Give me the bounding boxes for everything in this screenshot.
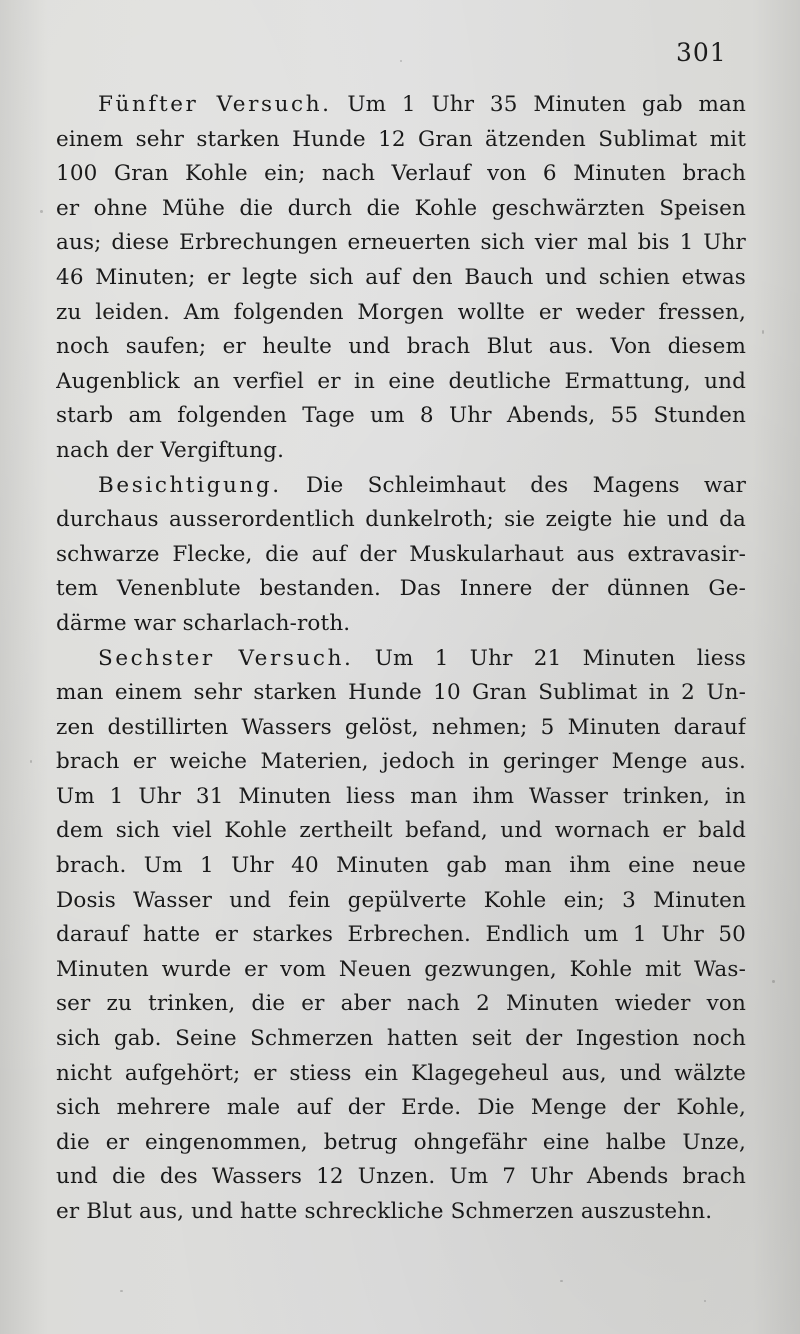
- line-text: tem Venenblute bestanden. Das Innere der dünnen Ge-: [56, 576, 746, 602]
- text-line: [56, 365, 746, 400]
- line-text: nicht aufgehört; er stiess ein Klagegeheul aus, und wälzte: [56, 1060, 746, 1086]
- text-line: [56, 399, 746, 434]
- line-text: die er eingenommen, betrug ohngefähr eine halbe Unze,: [56, 1129, 746, 1155]
- line-text: Um 1 Uhr 35 Minuten gab man: [331, 92, 746, 117]
- body-text: [56, 88, 746, 1230]
- text-line: [56, 88, 746, 123]
- text-line: [56, 607, 746, 642]
- text-line: [56, 1057, 746, 1092]
- text-line: [56, 296, 746, 331]
- text-line: [56, 1126, 746, 1161]
- line-text: Augenblick an verfiel er in eine deutliche Ermattung, und: [56, 368, 746, 394]
- line-text: Die Schleimhaut des Magens war: [281, 472, 746, 498]
- text-line: [56, 538, 746, 573]
- line-text: noch saufen; er heulte und brach Blut aus. Von diesem: [56, 334, 746, 360]
- line-text: 100 Gran Kohle ein; nach Verlauf von 6 Minuten brach: [56, 161, 746, 187]
- line-text: starb am folgenden Tage um 8 Uhr Abends, 55 Stunden: [56, 403, 746, 429]
- line-text: aus; diese Erbrechungen erneuerten sich vier mal bis 1 Uhr: [56, 230, 746, 256]
- line-text: sich mehrere male auf der Erde. Die Menge der Kohle,: [56, 1095, 746, 1121]
- line-text: schwarze Flecke, die auf der Muskularhaut aus extravasir-: [56, 541, 746, 567]
- bleed-through-decoration: [80, 1238, 740, 1268]
- line-text: sich gab. Seine Schmerzen hatten seit der Ingestion noch: [56, 1026, 746, 1052]
- text-line: [56, 572, 746, 607]
- line-text: er ohne Mühe die durch die Kohle geschwärzten Speisen: [56, 195, 746, 221]
- text-line: [56, 987, 746, 1022]
- text-line: [56, 123, 746, 158]
- section-heading: Fünfter Versuch.: [98, 92, 332, 117]
- line-text: man einem sehr starken Hunde 10 Gran Sublimat in 2 Un-: [56, 680, 746, 706]
- line-text: nach der Vergiftung.: [56, 437, 285, 463]
- text-line: [56, 1091, 746, 1126]
- line-text: Dosis Wasser und fein gepülverte Kohle ein; 3 Minuten: [56, 887, 746, 913]
- line-text: zu leiden. Am folgenden Morgen wollte er weder fressen,: [56, 299, 746, 325]
- text-line: [56, 330, 746, 365]
- text-line: [56, 918, 746, 953]
- text-line: [56, 261, 746, 296]
- section-heading: Besichtigung.: [98, 472, 282, 498]
- line-text: zen destillirten Wassers gelöst, nehmen; 5 Minuten darauf: [56, 714, 746, 740]
- text-line: [56, 745, 746, 780]
- text-line: [56, 849, 746, 884]
- line-text: durchaus ausserordentlich dunkelroth; sie zeigte hie und da: [56, 507, 746, 533]
- text-line: [56, 192, 746, 227]
- text-line: [56, 157, 746, 192]
- line-text: brach er weiche Materien, jedoch in geringer Menge aus.: [56, 749, 746, 775]
- line-text: Um 1 Uhr 21 Minuten liess: [353, 645, 746, 671]
- line-text: er Blut aus, und hatte schreckliche Schmerzen auszustehn.: [56, 1199, 713, 1224]
- text-line: [56, 676, 746, 711]
- text-line: [56, 1022, 746, 1057]
- line-text: 46 Minuten; er legte sich auf den Bauch und schien etwas: [56, 264, 746, 290]
- text-line: [56, 884, 746, 919]
- line-text: Um 1 Uhr 31 Minuten liess man ihm Wasser trinken, in: [56, 783, 746, 809]
- text-line: [56, 503, 746, 538]
- text-line: [56, 642, 746, 677]
- line-text: därme war scharlach-roth.: [56, 610, 351, 636]
- text-line: [56, 711, 746, 746]
- text-line: [56, 469, 746, 504]
- section-heading: Sechster Versuch.: [98, 645, 354, 671]
- line-text: darauf hatte er starkes Erbrechen. Endlich um 1 Uhr 50: [56, 922, 746, 948]
- line-text: ser zu trinken, die er aber nach 2 Minuten wieder von: [56, 991, 746, 1017]
- text-line: [56, 226, 746, 261]
- line-text: dem sich viel Kohle zertheilt befand, und wornach er bald: [56, 818, 746, 844]
- line-text: einem sehr starken Hunde 12 Gran ätzenden Sublimat mit: [56, 126, 746, 152]
- line-text: und die des Wassers 12 Unzen. Um 7 Uhr Abends brach: [56, 1164, 746, 1190]
- text-line: [56, 434, 746, 469]
- line-text: brach. Um 1 Uhr 40 Minuten gab man ihm eine neue: [56, 853, 746, 879]
- text-line: [56, 953, 746, 988]
- text-line: [56, 780, 746, 815]
- page-number: 301: [676, 38, 727, 67]
- text-line: [56, 1160, 746, 1195]
- text-line: [56, 814, 746, 849]
- text-line: [56, 1195, 746, 1230]
- line-text: Minuten wurde er vom Neuen gezwungen, Kohle mit Was-: [56, 956, 746, 982]
